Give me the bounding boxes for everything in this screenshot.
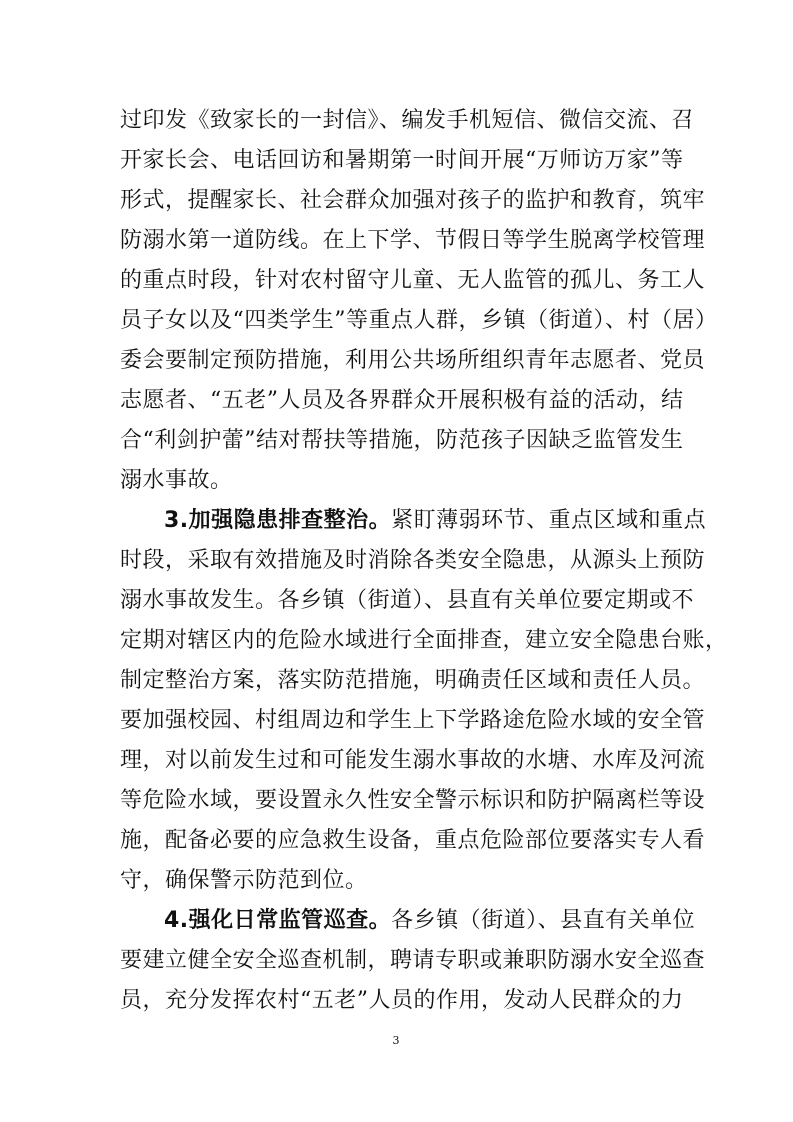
section-3-heading: 3.加强隐患排查整治。	[164, 508, 392, 533]
text-line: 过印发《致家长的一封信》、编发手机短信、微信交流、召	[120, 108, 695, 133]
text-line: 等危险水域，要设置永久性安全警示标识和防护隔离栏等设	[120, 788, 706, 813]
text-line: 制定整治方案，落实防范措施，明确责任区域和责任人员。	[120, 668, 706, 693]
text-line: 形式，提醒家长、社会群众加强对孩子的监护和教育，筑牢	[120, 188, 706, 213]
text-line: 时段，采取有效措施及时消除各类安全隐患，从源头上预防	[120, 548, 706, 573]
text-line: 守，确保警示防范到位。	[120, 868, 368, 893]
section-4-heading: 4.强化日常监管巡查。	[164, 908, 392, 933]
section-4-first-line	[164, 906, 696, 936]
text-line: 要加强校园、村组周边和学生上下学路途危险水域的安全管	[120, 708, 706, 733]
text-line: 开家长会、电话回访和暑期第一时间开展“万师访万家”等	[120, 148, 684, 173]
text-line: 防溺水第一道防线。在上下学、节假日等学生脱离学校管理	[120, 228, 706, 253]
section-3-first-line-text: 紧盯薄弱环节、重点区域和重点	[391, 508, 707, 533]
text-line: 要建立健全安全巡查机制，聘请专职或兼职防溺水安全巡查	[120, 948, 706, 973]
section-3-first-line	[164, 506, 707, 536]
text-line: 合“利剑护蕾”结对帮扶等措施，防范孩子因缺乏监管发生	[120, 428, 684, 453]
section-4-first-line-text: 各乡镇（街道）、县直有关单位	[391, 908, 696, 933]
text-line: 施，配备必要的应急救生设备，重点危险部位要落实专人看	[120, 828, 706, 853]
text-line: 溺水事故发生。各乡镇（街道）、县直有关单位要定期或不	[120, 588, 695, 613]
text-line: 的重点时段，针对农村留守儿童、无人监管的孤儿、务工人	[120, 268, 706, 293]
text-line: 志愿者、“五老”人员及各界群众开展积极有益的活动，结	[120, 388, 684, 413]
text-line: 定期对辖区内的危险水域进行全面排查，建立安全隐患台账，	[120, 628, 728, 653]
text-line: 溺水事故。	[120, 468, 233, 493]
text-line: 员，充分发挥农村“五老”人员的作用，发动人民群众的力	[120, 988, 684, 1013]
page-number: 3	[392, 1034, 400, 1047]
text-line: 员子女以及“四类学生”等重点人群，乡镇（街道）、村（居）	[120, 308, 718, 333]
text-line: 委会要制定预防措施，利用公共场所组织青年志愿者、党员	[120, 348, 706, 373]
text-line: 理，对以前发生过和可能发生溺水事故的水塘、水库及河流	[120, 748, 706, 773]
